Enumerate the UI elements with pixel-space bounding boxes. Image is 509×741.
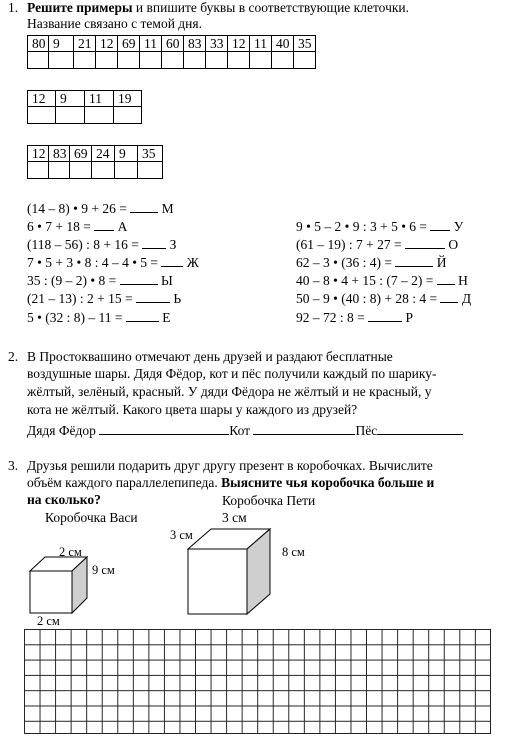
example-right-expr: 50 – 9 • (40 : 8) + 28 : 4 = [296, 291, 441, 306]
letter: Ы [157, 273, 173, 288]
table3-cell-1: 83 [49, 146, 70, 162]
task2-line-4: кота не жёлтый. Какого цвета шары у каждого из друзей? [27, 402, 358, 417]
table1-cell-4: 69 [118, 36, 140, 52]
letter: Й [433, 255, 447, 270]
letter: З [166, 237, 177, 252]
example-left-expr: 35 : (9 – 2) • 8 = [27, 273, 120, 288]
squared-grid-answer-area[interactable] [24, 629, 491, 734]
example-right-expr: 62 – 3 • (36 : 4) = [296, 255, 396, 270]
example-right-expr: 92 – 72 : 8 = [296, 310, 369, 325]
example-left-expr: (118 – 56) : 8 + 16 = [27, 237, 143, 252]
vasya-height-dim: 9 см [92, 563, 115, 577]
table1-cell-9: 12 [228, 36, 250, 52]
table3-cell-2: 69 [70, 146, 92, 162]
petya-box [188, 529, 270, 614]
table2-cell-2: 11 [85, 91, 114, 107]
example-right-expr: 9 • 5 – 2 • 9 : 3 + 5 • 6 = [296, 219, 431, 234]
task2-line-3: жёлтый, зелёный, красный. У дяди Фёдора не жёлтый и не красный, у [27, 384, 432, 399]
task3-line-3-bold: на сколько? [27, 492, 101, 507]
table2-cell-3: 19 [114, 91, 142, 107]
example-left-expr: (21 – 13) : 2 + 15 = [27, 291, 136, 306]
vasya-width-dim: 2 см [37, 614, 60, 628]
letter: У [450, 219, 464, 234]
table1-cell-12: 35 [294, 36, 316, 52]
task3-line-1: Друзья решили подарить друг другу презент в коробочках. Вычислите [27, 458, 433, 473]
task1-title-rest: и впишите буквы в соответствующие клеточки. [132, 0, 410, 15]
table1-cell-8: 33 [206, 36, 228, 52]
table3-cell-5: 35 [138, 146, 163, 162]
task1-subtitle: Название связано с темой дня. [27, 16, 202, 31]
table1-cell-0: 80 [28, 36, 49, 52]
task2-line-2: воздушные шары. Дядя Фёдор, кот и пёс получили каждый по шарику- [27, 366, 437, 381]
table1-cell-2: 21 [74, 36, 96, 52]
table3-cell-3: 24 [92, 146, 115, 162]
table2-cell-1: 9 [56, 91, 85, 107]
example-left-expr: 5 • (32 : 8) – 11 = [27, 310, 126, 325]
example-right-expr: (61 – 19) : 7 + 27 = [296, 237, 405, 252]
petya-box-label: Коробочка Пети [222, 493, 316, 508]
table1-cell-7: 83 [184, 36, 206, 52]
table1-cell-3: 12 [96, 36, 118, 52]
petya-top-dim: 3 см [222, 510, 247, 525]
example-right-expr: 40 – 8 • 4 + 15 : (7 – 2) = [296, 273, 437, 288]
table1-cell-11: 40 [272, 36, 294, 52]
petya-height-dim: 8 см [282, 545, 305, 559]
letter: М [158, 201, 174, 216]
letter: Е [158, 310, 171, 325]
letter: Ь [169, 291, 182, 306]
vasya-box-label: Коробочка Васи [45, 510, 138, 525]
task3-line-2-bold: Выясните чья коробочка больше и [221, 475, 435, 490]
task1-number: 1. [8, 0, 19, 15]
task2-line-1: В Простоквашино отмечают день друзей и раздают бесплатные [27, 349, 393, 364]
table3-cell-0: 12 [28, 146, 49, 162]
table1-cell-5: 11 [140, 36, 162, 52]
example-left-expr: (14 – 8) • 9 + 26 = [27, 201, 131, 216]
table1-cell-10: 11 [250, 36, 272, 52]
task3-line-2-text: объём каждого параллелепипеда. [27, 475, 222, 490]
vasya-box [30, 557, 87, 613]
letter: Ж [183, 255, 199, 270]
task1-title-bold: Решите примеры [27, 0, 133, 15]
letter: А [114, 219, 128, 234]
example-left-expr: 7 • 5 + 3 • 8 : 4 – 4 • 5 = [27, 255, 162, 270]
vasya-depth-dim: 2 см [59, 545, 82, 559]
table1-cell-6: 60 [162, 36, 184, 52]
task3-number: 3. [8, 458, 19, 473]
letter: Р [402, 310, 414, 325]
petya-depth-dim: 3 см [170, 528, 193, 542]
task2-number: 2. [8, 349, 19, 364]
table1-cell-1: 9 [49, 36, 74, 52]
letter: О [444, 237, 459, 252]
example-left-expr: 6 • 7 + 18 = [27, 219, 95, 234]
pes-label: Пёс [355, 423, 378, 438]
fedor-label: Дядя Фёдор [27, 423, 96, 438]
kot-label: Кот [229, 423, 251, 438]
letter: Д [458, 291, 472, 306]
letter: Н [454, 273, 468, 288]
table3-cell-4: 9 [115, 146, 138, 162]
table2-cell-0: 12 [28, 91, 56, 107]
